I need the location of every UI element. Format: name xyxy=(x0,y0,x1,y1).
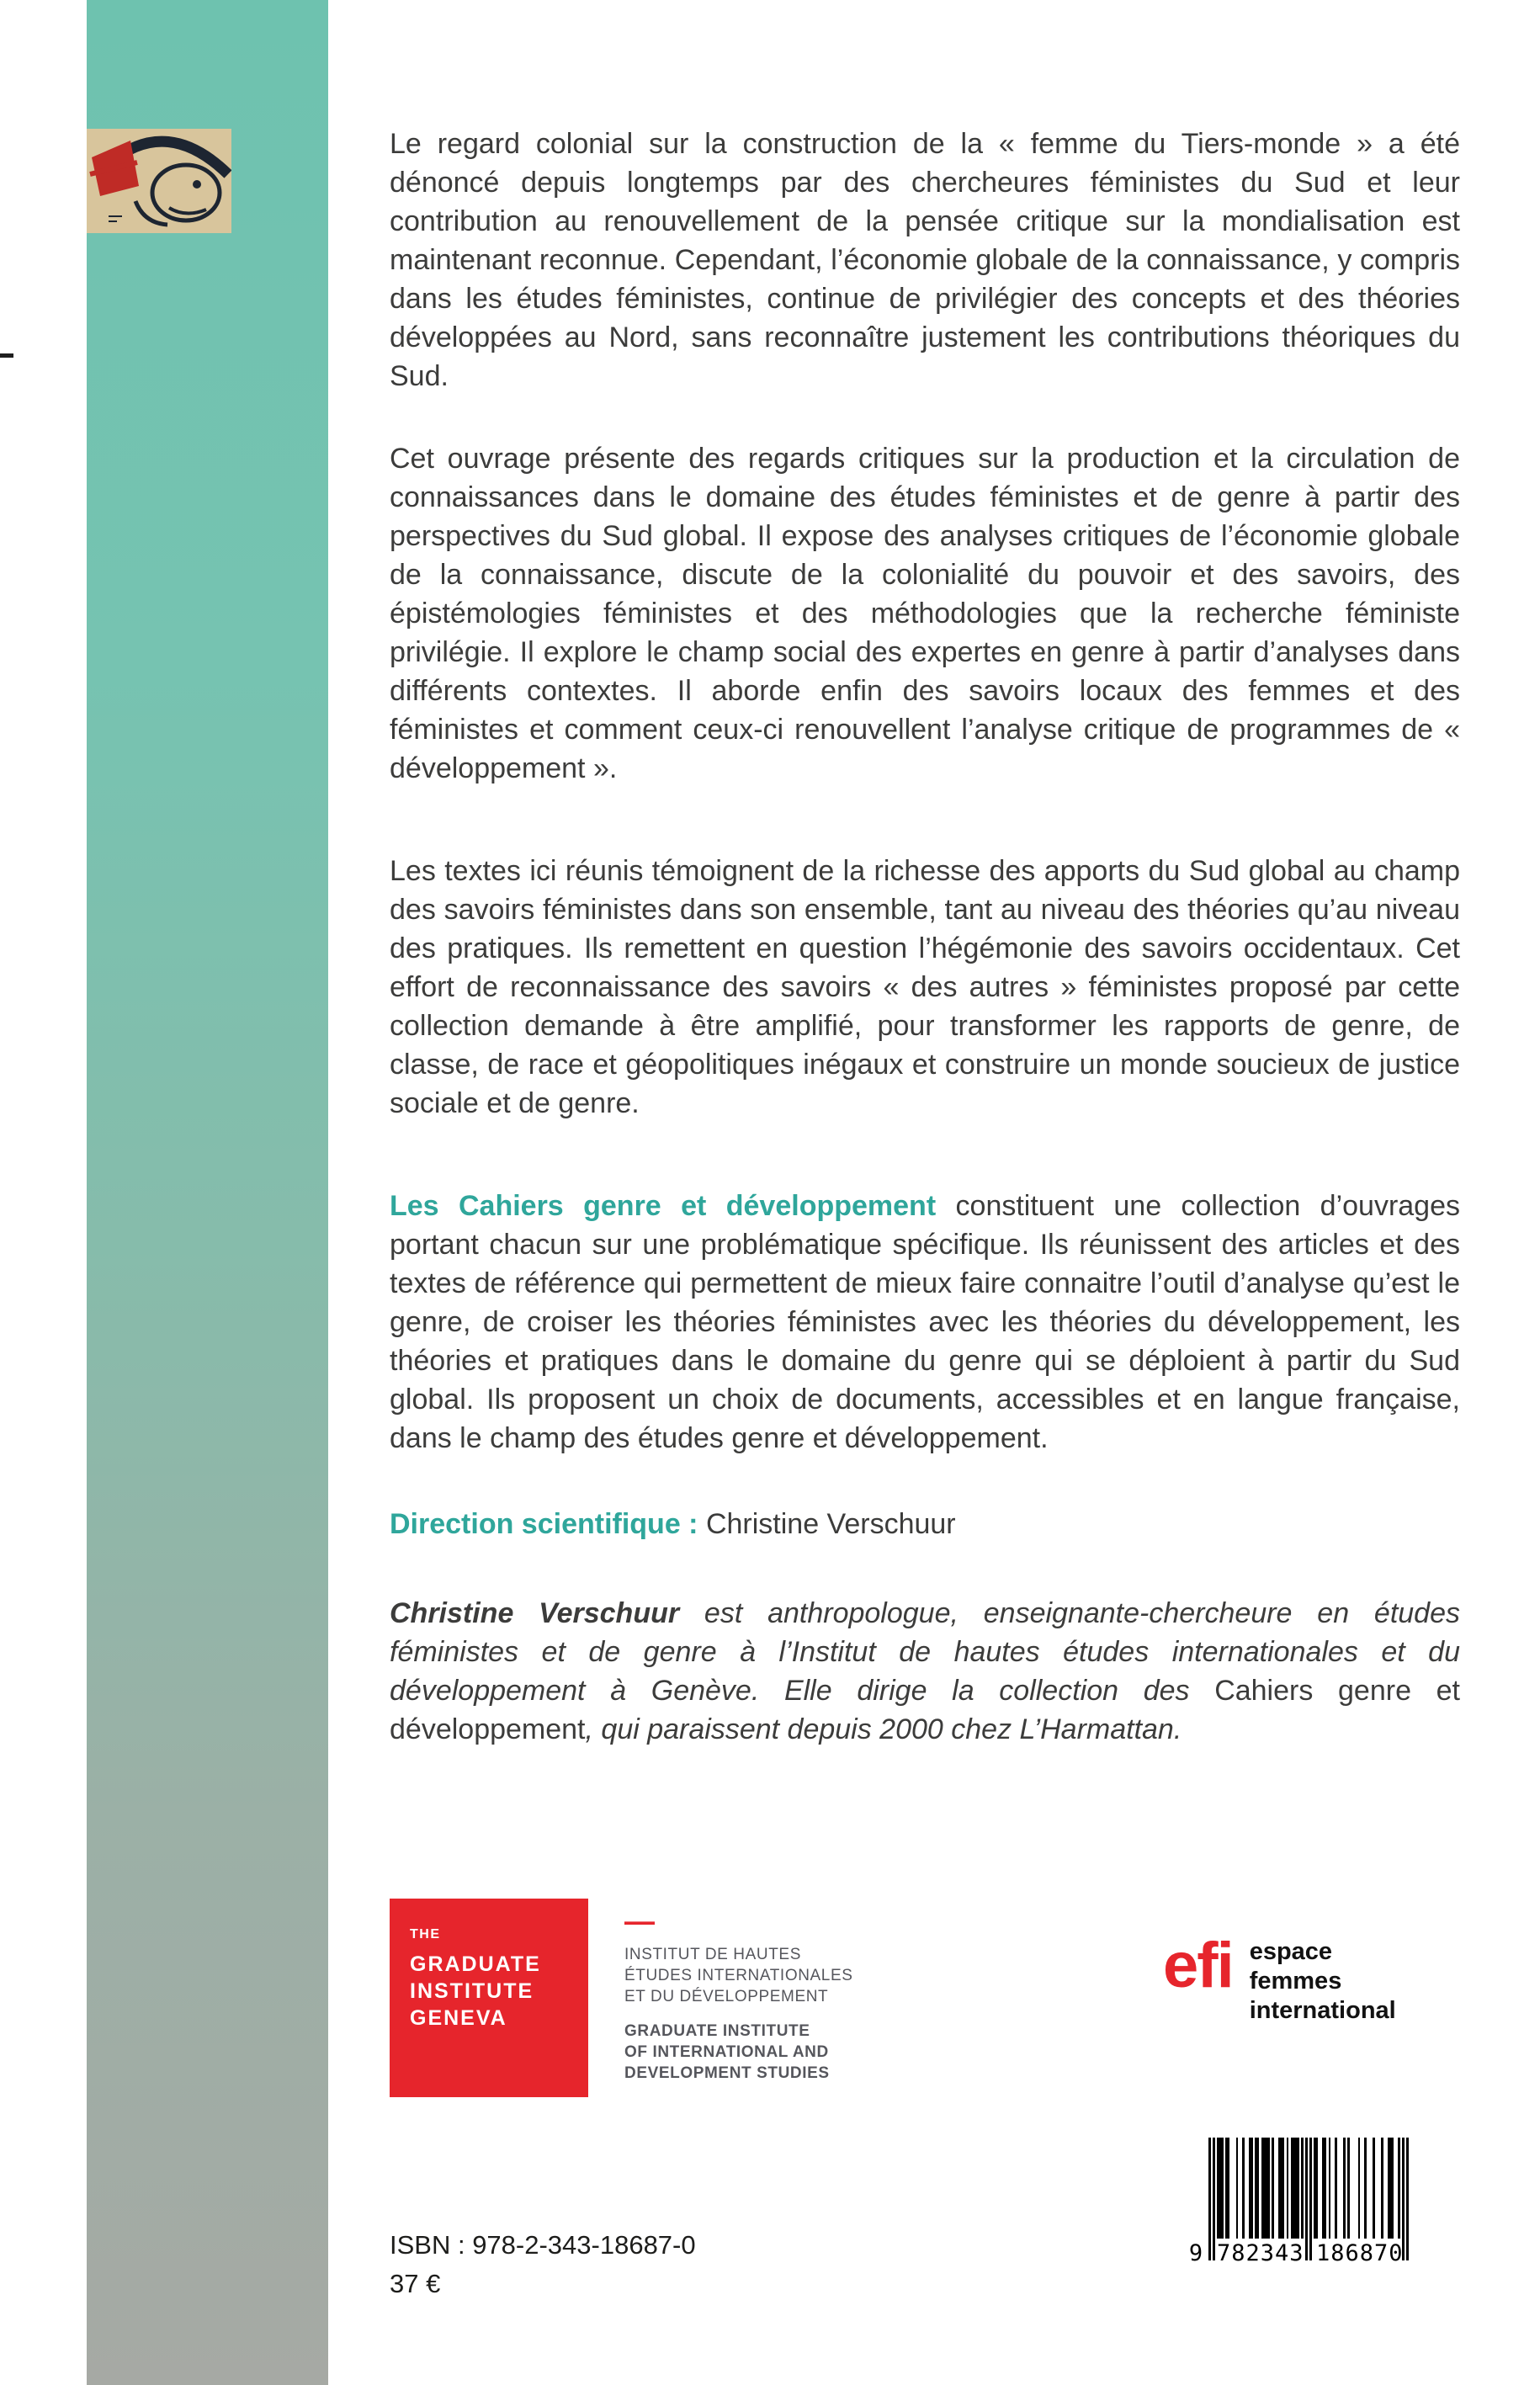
iheid-wordmark xyxy=(624,1904,853,2084)
gi-logo-line3: GENEVA xyxy=(410,2006,507,2030)
isbn-block xyxy=(390,2226,696,2303)
bio-text-2: , qui paraissent depuis 2000 chez L’Harmattan. xyxy=(585,1713,1182,1745)
efi-logo xyxy=(1163,1930,1396,2026)
graduate-institute-logo xyxy=(390,1899,588,2097)
gi-logo-line2: INSTITUTE xyxy=(410,1979,534,2003)
barcode-group2: 186870 xyxy=(1316,2240,1404,2266)
iheid-fr-line3: ET DU DÉVELOPPEMENT xyxy=(624,1988,829,2005)
barcode-number xyxy=(1185,2240,1437,2265)
efi-line1: espace xyxy=(1249,1938,1333,1965)
back-cover-text xyxy=(390,125,1460,1793)
bio-collection-name: Cahiers genre et développement xyxy=(390,1675,1460,1745)
bio-text-1: est anthropologue, enseignante-chercheure en études féministes et de genre à l’Institut de hautes études internationales et du développement à Genève. Elle dirige la collection des xyxy=(390,1597,1460,1707)
direction-label: Direction scientifique : xyxy=(390,1508,698,1540)
iheid-french-name xyxy=(624,1944,853,2007)
efi-line2: femmes xyxy=(1249,1968,1342,1995)
author-name: Christine Verschuur xyxy=(390,1597,680,1629)
iheid-fr-line1: INSTITUT DE HAUTES xyxy=(624,1946,801,1963)
iheid-en-line1: GRADUATE INSTITUTE xyxy=(624,2022,810,2040)
gi-logo-line1: GRADUATE xyxy=(410,1952,541,1976)
gi-logo-the: THE xyxy=(410,1927,441,1941)
collection-paragraph xyxy=(390,1187,1460,1458)
iheid-english-name xyxy=(624,2021,853,2084)
iheid-fr-line2: ÉTUDES INTERNATIONALES xyxy=(624,1967,853,1984)
efi-logo-text xyxy=(1250,1937,1396,2026)
barcode-group1: 782343 xyxy=(1217,2240,1304,2266)
print-mark xyxy=(0,353,13,358)
efi-logo-mark: efi xyxy=(1163,1930,1233,2001)
price-text: 37 € xyxy=(390,2269,441,2298)
barcode-first-digit: 9 xyxy=(1188,2240,1203,2266)
iheid-en-line3: DEVELOPMENT STUDIES xyxy=(624,2064,830,2082)
synopsis-paragraph-3: Les textes ici réunis témoignent de la richesse des apports du Sud global au champ des savoirs féministes dans son ensemble, tant au niveau des théories qu’au niveau des pratiques. Ils remettent en question l’hégémonie des savoirs occidentaux. Cet effort de reconnaissance des savoirs « des autres » féministes proposé par cette collection demande à être amplifié, pour transformer les rapports de genre, de classe, de race et géopolitiques inégaux et construire un monde soucieux de justice sociale et de genre. xyxy=(390,855,1460,1119)
direction-line xyxy=(390,1505,1460,1543)
synopsis-paragraph-2: Cet ouvrage présente des regards critiques sur la production et la circulation de connaissances dans le domaine des études féministes et de genre à partir des perspectives du Sud global. Il expose des analyses critiques de l’économie globale de la connaissance, discute de la colonialité du pouvoir et des savoirs, des épistémologies féministes et des méthodologies que la recherche féministe privilégie. Il explore le champ social des expertes en genre à partir d’analyses dans différents contextes. Il aborde enfin des savoirs locaux des femmes et des féministes et comment ceux-ci renouvellent l’analyse critique de programmes de « développement ». xyxy=(390,443,1460,784)
synopsis-paragraph-1: Le regard colonial sur la construction de la « femme du Tiers-monde » a été dénoncé depuis longtemps par des chercheures féministes du Sud et leur contribution au renouvellement de la pensée critique sur la mondialisation est maintenant reconnue. Cependant, l’économie globale de la connaissance, y compris dans les études féministes, continue de privilégier des concepts et des théories développées au Nord, sans reconnaître justement les contributions théoriques du Sud. xyxy=(390,128,1460,392)
gradient-band xyxy=(87,0,328,2385)
dash-icon: — xyxy=(624,1904,655,1938)
isbn-text: ISBN : 978-2-343-18687-0 xyxy=(390,2230,696,2260)
direction-value: Christine Verschuur xyxy=(698,1508,956,1540)
cover-artwork xyxy=(87,129,231,233)
iheid-en-line2: OF INTERNATIONAL AND xyxy=(624,2043,829,2061)
collection-title: Les Cahiers genre et développement xyxy=(390,1190,937,1222)
efi-line3: international xyxy=(1249,1997,1396,2024)
barcode xyxy=(1185,2131,1437,2276)
collection-description: constituent une collection d’ouvrages portant chacun sur une problématique spécifique. Ils réunissent des articles et des textes de référence qui permettent de mieux faire connaitre l’outil d’analyse qu’est le genre, de croiser les théories féministes avec les théories du développement, les théories et pratiques dans le domaine du genre qui se déploient à partir du Sud global. Ils proposent un choix de documents, accessibles et en langue française, dans le champ des études genre et développement. xyxy=(390,1190,1460,1454)
author-bio xyxy=(390,1594,1460,1749)
